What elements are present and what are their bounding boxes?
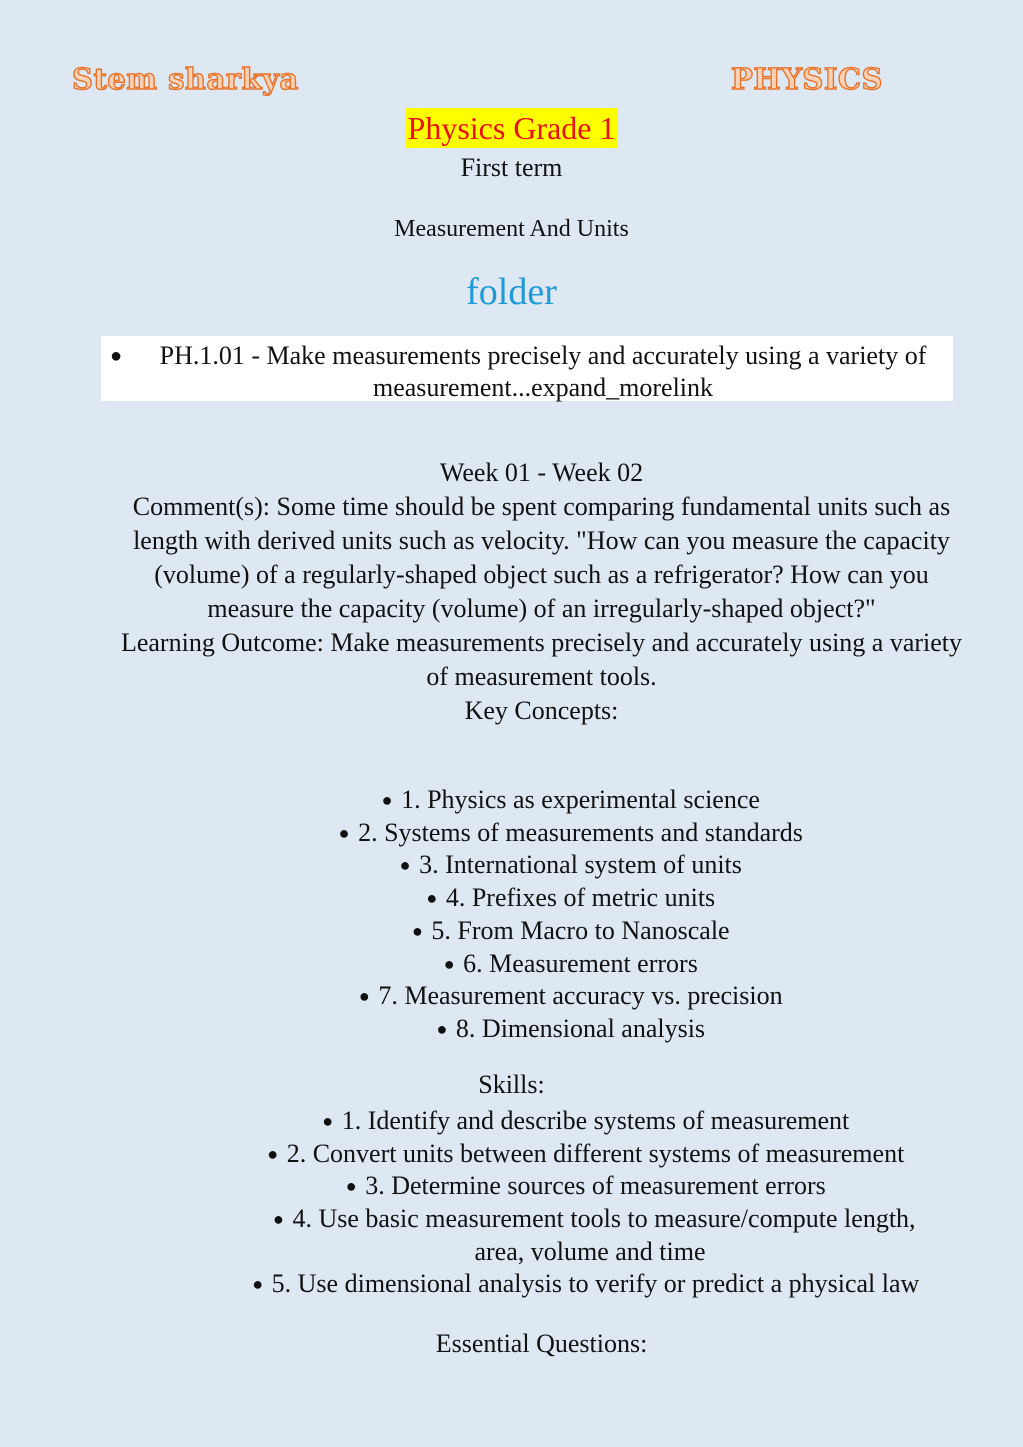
- bullet-icon: ●: [443, 953, 455, 974]
- unit-label: Measurement And Units: [394, 216, 629, 242]
- bullet-icon: ●: [358, 986, 370, 1007]
- folder-label: folder: [466, 271, 557, 313]
- list-item: ● 4. Prefixes of metric units: [0, 882, 1023, 915]
- list-item: ● 4. Use basic measurement tools to measure/compute length, area, volume and time: [240, 1203, 940, 1267]
- list-item: ● 7. Measurement accuracy vs. precision: [0, 980, 1023, 1013]
- bullet-icon: ●: [345, 1176, 357, 1197]
- title-row: [0, 108, 1023, 148]
- bullet-icon: ●: [273, 1209, 284, 1230]
- list-item: ● 3. Determine sources of measurement errors: [0, 1170, 1023, 1203]
- list-item: ● 6. Measurement errors: [0, 948, 1023, 981]
- page-title: Physics Grade 1: [405, 108, 619, 148]
- outcome-item-box[interactable]: [101, 336, 953, 401]
- week-details: [120, 456, 963, 728]
- essential-questions-label: Essential Questions:: [435, 1329, 648, 1358]
- bullet-icon: ●: [381, 790, 393, 810]
- list-item: ● 1. Identify and describe systems of measurement: [0, 1105, 1023, 1138]
- bullet-icon: ●: [426, 888, 438, 909]
- outcome-item-text: PH.1.01 - Make measurements precisely and accurately using a variety of measurement...expand_morelink: [159, 341, 927, 402]
- weeks-label: Week 01 - Week 02: [439, 458, 644, 487]
- list-item: ● 3. International system of units: [0, 849, 1023, 882]
- list-item: ● 5. Use dimensional analysis to verify or predict a physical law: [0, 1268, 1023, 1301]
- subject-title: PHYSICS: [731, 62, 883, 96]
- comment-text: Comment(s): Some time should be spent comparing fundamental units such as length with derived units such as velocity. "How can you measure the capacity (volume) of a regularly-shaped object such as a refrigerator? How can you measure the capacity (volume) of an irregularly-shaped object?": [132, 492, 951, 623]
- skills-label: Skills:: [478, 1070, 545, 1099]
- key-concepts-label: Key Concepts:: [464, 696, 619, 725]
- bullet-icon: ●: [338, 822, 350, 843]
- list-item: ● 2. Convert units between different systems of measurement: [0, 1138, 1023, 1171]
- learning-outcome-text: Learning Outcome: Make measurements precisely and accurately using a variety of measurement tools.: [120, 628, 963, 691]
- brand-title: Stem sharkya: [72, 62, 299, 96]
- bullet-icon: ●: [411, 920, 423, 941]
- bullet-icon: ●: [252, 1273, 264, 1294]
- list-item: ● 2. Systems of measurements and standards: [0, 817, 1023, 850]
- list-item: ● 8. Dimensional analysis: [0, 1013, 1023, 1046]
- skills-list: [0, 1105, 1023, 1300]
- bullet-icon: ●: [322, 1111, 334, 1131]
- bullet-icon: ●: [436, 1018, 448, 1039]
- bullet-icon: ●: [267, 1143, 279, 1164]
- term-label: First term: [460, 153, 563, 182]
- bullet-icon: ●: [110, 345, 123, 367]
- list-item: ● 5. From Macro to Nanoscale: [0, 915, 1023, 948]
- key-concepts-list: [0, 784, 1023, 1046]
- list-item: ● 1. Physics as experimental science: [0, 784, 1023, 817]
- bullet-icon: ●: [399, 855, 411, 876]
